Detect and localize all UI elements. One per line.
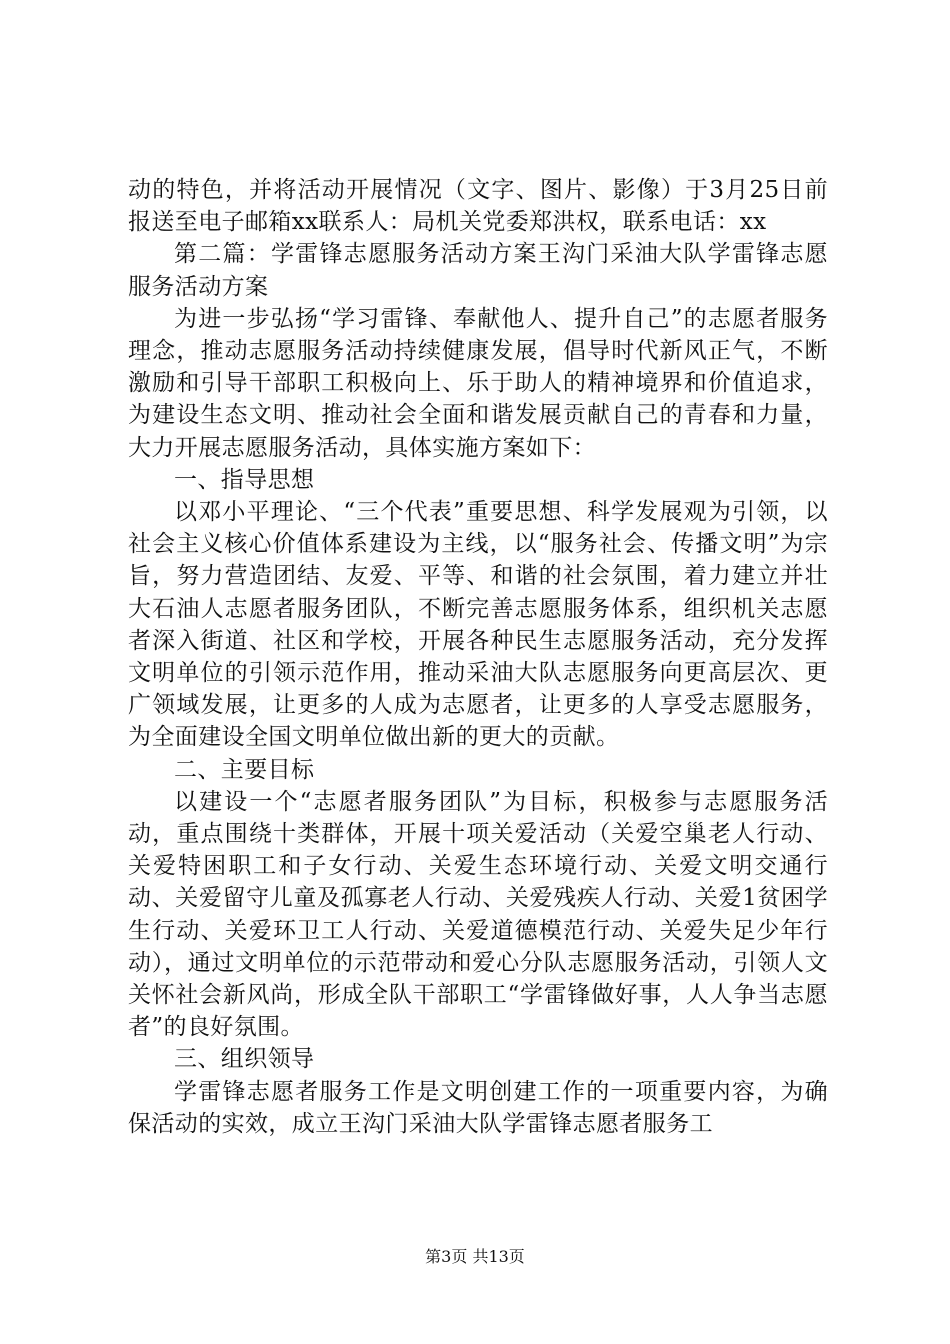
page-number: 第3页 共13页: [425, 1247, 525, 1266]
paragraph-intro: 为进一步弘扬“学习雷锋、奉献他人、提升自己”的志愿者服务理念，推动志愿服务活动持续健康发展，倡导时代新风正气，不断激励和引导干部职工积极向上、乐于助人的精神境界和价值追求，为建设生态文明、推动社会全面和谐发展贡献自己的青春和力量，大力开展志愿服务活动，具体实施方案如下：: [128, 305, 828, 461]
heading-guiding-ideology: 一、指导思想: [174, 466, 315, 493]
heading-organization: 三、组织领导: [174, 1046, 315, 1073]
document-body: [128, 174, 828, 1140]
paragraph-guiding-ideology: 以邓小平理论、“三个代表”重要思想、科学发展观为引领，以社会主义核心价值体系建设为主线，以“服务社会、传播文明”为宗旨，努力营造团结、友爱、平等、和谐的社会氛围，着力建立并壮大石油人志愿者服务团队，不断完善志愿服务体系，组织机关志愿者深入街道、社区和学校，开展各种民生志愿服务活动，充分发挥文明单位的引领示范作用，推动采油大队志愿服务向更高层次、更广领域发展，让更多的人成为志愿者，让更多的人享受志愿服务，为全面建设全国文明单位做出新的更大的贡献。: [128, 499, 828, 751]
paragraph-continuation: 动的特色，并将活动开展情况（文字、图片、影像）于3月25日前报送至电子邮箱xx联系人：局机关党委郑洪权，联系电话：xx: [128, 177, 828, 236]
paragraph-main-goals: 以建设一个“志愿者服务团队”为目标，积极参与志愿服务活动，重点围绕十类群体，开展十项关爱活动（关爱空巢老人行动、关爱特困职工和子女行动、关爱生态环境行动、关爱文明交通行动、关爱留守儿童及孤寡老人行动、关爱残疾人行动、关爱1贫困学生行动、关爱环卫工人行动、关爱道德模范行动、关爱失足少年行动），通过文明单位的示范带动和爱心分队志愿服务活动，引领人文关怀社会新风尚，形成全队干部职工“学雷锋做好事，人人争当志愿者”的良好氛围。: [128, 788, 828, 1041]
page-footer: [0, 1244, 950, 1267]
paragraph-organization: 学雷锋志愿者服务工作是文明创建工作的一项重要内容，为确保活动的实效，成立王沟门采油大队学雷锋志愿者服务工: [128, 1078, 828, 1137]
heading-main-goals: 二、主要目标: [174, 756, 315, 783]
section-title: 第二篇：学雷锋志愿服务活动方案王沟门采油大队学雷锋志愿服务活动方案: [128, 241, 828, 300]
